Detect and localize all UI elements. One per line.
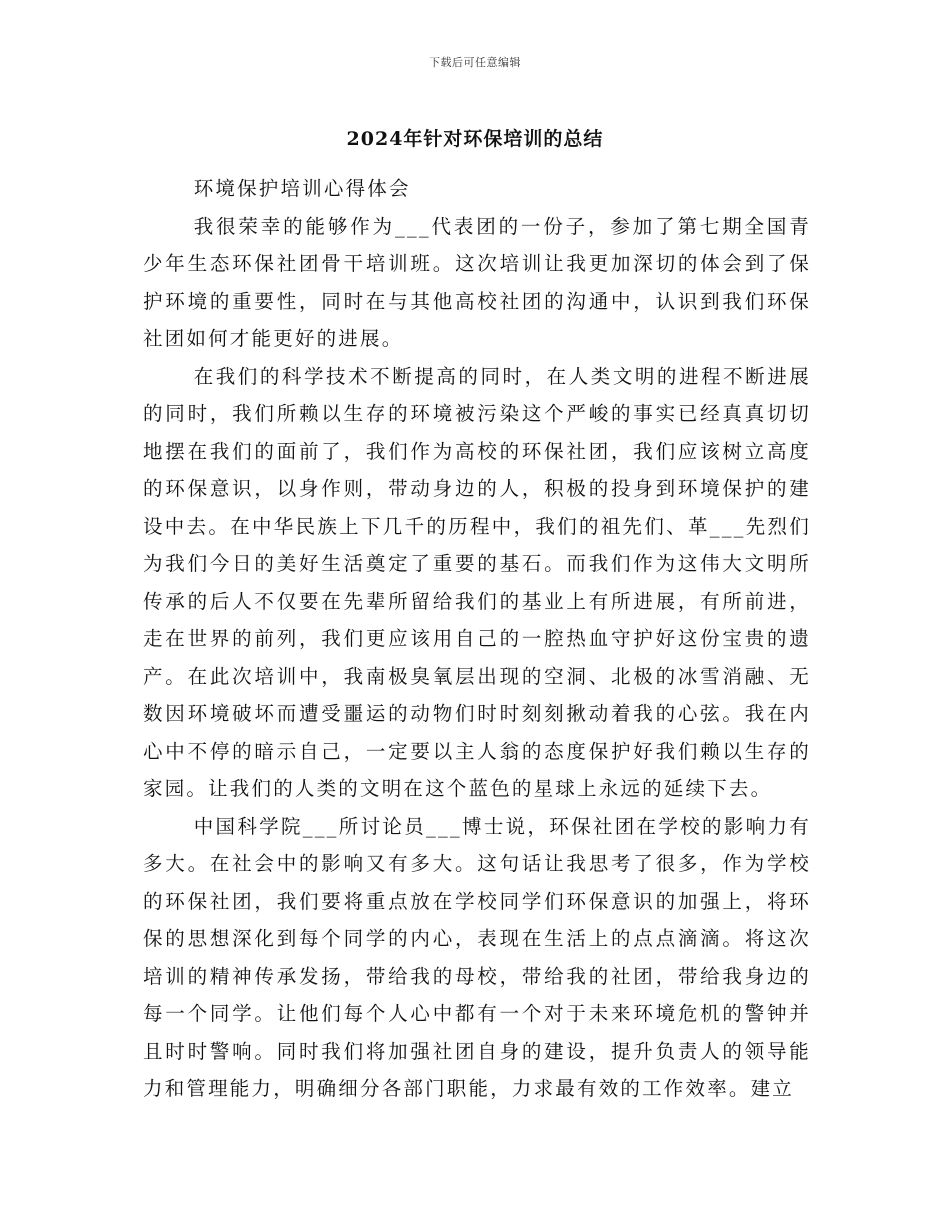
page-header-note: 下载后可任意编辑 xyxy=(429,56,521,69)
paragraph-2: 在我们的科学技术不断提高的同时，在人类文明的进程不断进展的同时，我们所赖以生存的环境被污染这个严峻的事实已经真真切切地摆在我们的面前了，我们作为高校的环保社团，我们应该树立高度的环保意识，以身作则，带动身边的人，积极的投身到环境保护的建设中去。在中华民族上下几千的历程中，我们的祖先们、革___先烈们为我们今日的美好生活奠定了重要的基石。而我们作为这伟大文明所传承的后人不仅要在先辈所留给我们的基业上有所进展，有所前进，走在世界的前列，我们更应该用自己的一腔热血守护好这份宝贵的遗产。在此次培训中，我南极臭氧层出现的空洞、北极的冰雪消融、无数因环境破坏而遭受噩运的动物们时时刻刻揪动着我的心弦。我在内心中不停的暗示自己，一定要以主人翁的态度保护好我们赖以生存的家园。让我们的人类的文明在这个蓝色的星球上永远的延续下去。 xyxy=(143,364,811,800)
document-title: 2024年针对环保培训的总结 xyxy=(346,128,604,150)
paragraph-1: 我很荣幸的能够作为___代表团的一份子，参加了第七期全国青少年生态环保社团骨干培训班。这次培训让我更加深切的体会到了保护环境的重要性，同时在与其他高校社团的沟通中，认识到我们环保社团如何才能更好的进展。 xyxy=(143,214,811,350)
document-body xyxy=(143,170,811,1108)
document-subtitle: 环境保护培训心得体会 xyxy=(193,177,411,200)
paragraph-3: 中国科学院___所讨论员___博士说，环保社团在学校的影响力有多大。在社会中的影响又有多大。这句话让我思考了很多，作为学校的环保社团，我们要将重点放在学校同学们环保意识的加强上，将环保的思想深化到每个同学的内心，表现在生活上的点点滴滴。将这次培训的精神传承发扬，带给我的母校，带给我的社团，带给我身边的每一个同学。让他们每个人心中都有一个对于未来环境危机的警钟并且时时警响。同时我们将加强社团自身的建设，提升负责人的领导能力和管理能力，明确细分各部门职能，力求最有效的工作效率。建立 xyxy=(143,814,811,1100)
